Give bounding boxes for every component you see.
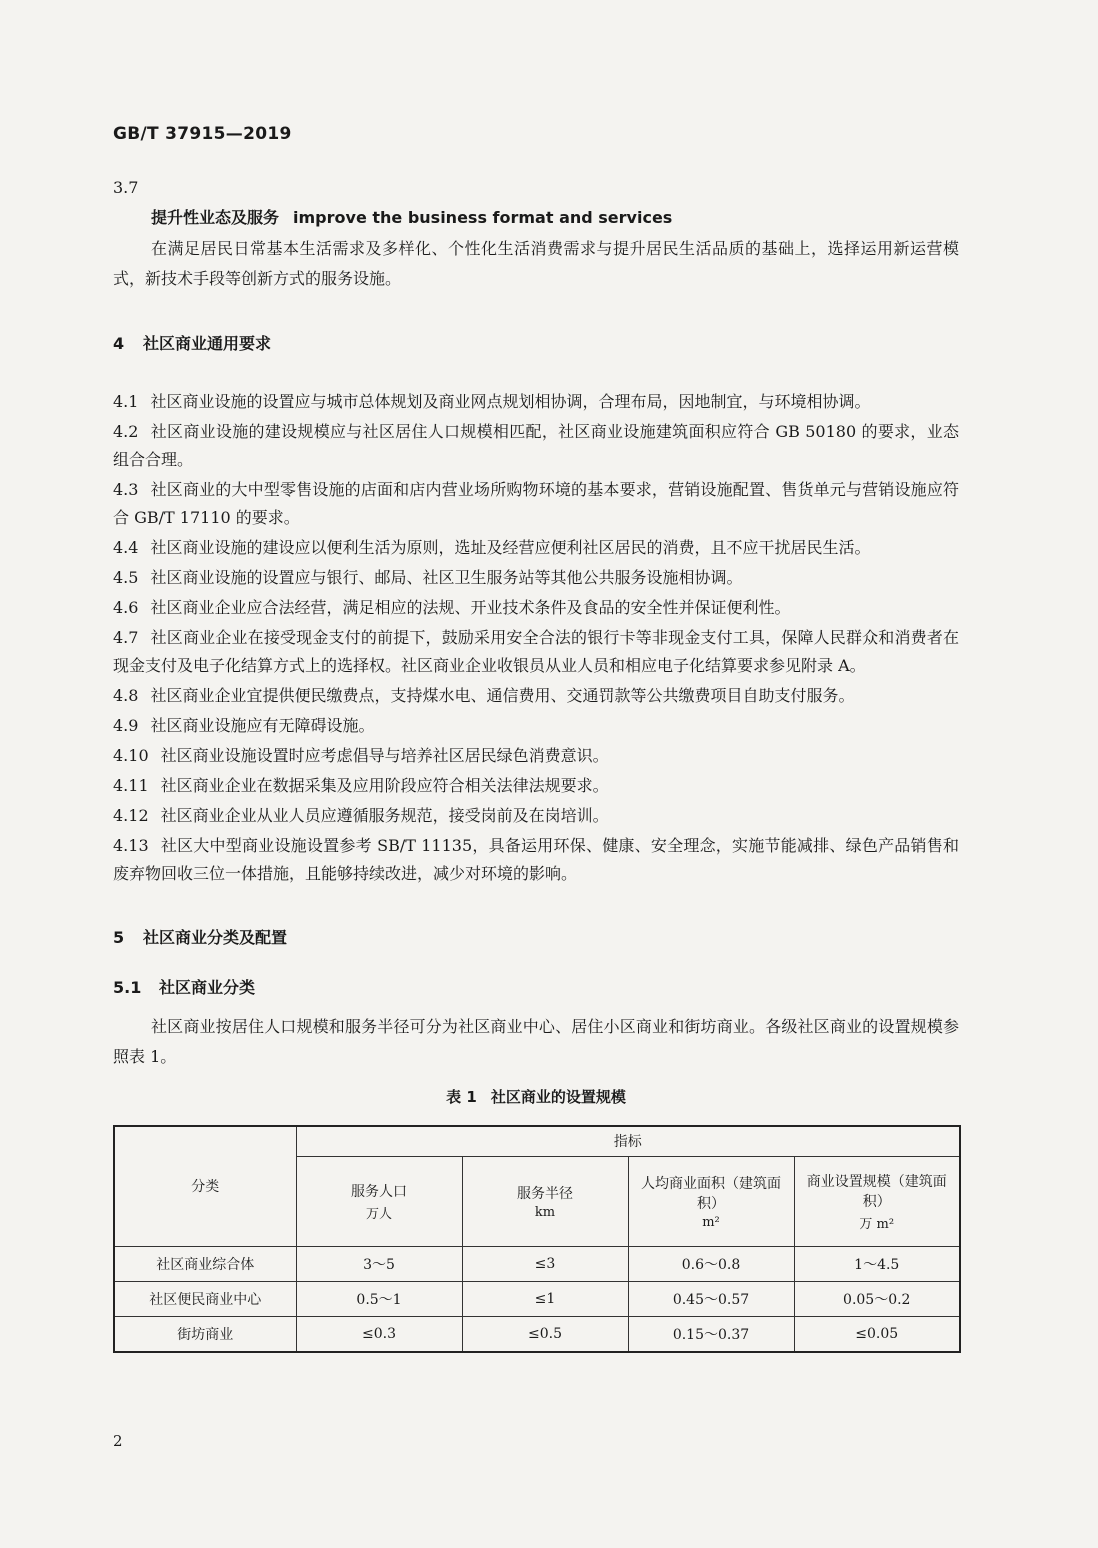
clause-text: 社区大中型商业设施设置参考 SB/T 11135，具备运用环保、健康、安全理念，实施节能减排、绿色产品销售和废弃物回收三位一体措施，且能够持续改进，减少对环境的影响。 (113, 836, 959, 883)
section-4-heading (113, 330, 959, 358)
clause-text: 社区商业企业在接受现金支付的前提下，鼓励采用安全合法的银行卡等非现金支付工具，保障人民群众和消费者在现金支付及电子化结算方式上的选择权。社区商业企业收银员从业人员和相应电子化结算要求参见附录 A。 (113, 628, 959, 675)
row-category: 社区商业综合体 (114, 1246, 296, 1281)
column-header (462, 1156, 628, 1246)
section-5-heading (113, 924, 959, 952)
clause-4-1 (113, 388, 959, 416)
term-title (113, 206, 959, 230)
column-label: 人均商业面积（建筑面积） (641, 1175, 781, 1212)
table-caption-title: 社区商业的设置规模 (490, 1088, 626, 1106)
section-5-1-paragraph: 社区商业按居住人口规模和服务半径可分为社区商业中心、居住小区商业和街坊商业。各级社区商业的设置规模参照表 1。 (113, 1017, 959, 1066)
page-number: 2 (113, 1432, 123, 1450)
section-5-1-number: 5.1 (113, 978, 142, 997)
clause-number: 4.6 (113, 598, 139, 617)
clause-text: 社区商业企业宜提供便民缴费点，支持煤水电、通信费用、交通罚款等公共缴费项目自助支付服务。 (150, 686, 855, 705)
clause-text: 社区商业设施的建设应以便利生活为原则，选址及经营应便利社区居民的消费，且不应干扰居民生活。 (150, 538, 871, 557)
section-5-title: 社区商业分类及配置 (143, 928, 288, 947)
clause-4-3 (113, 476, 959, 532)
clause-number: 4.13 (113, 836, 149, 855)
clause-text: 社区商业企业应合法经营，满足相应的法规、开业技术条件及食品的安全性并保证便利性。 (150, 598, 791, 617)
header-indicators: 指标 (296, 1126, 960, 1156)
section-5-1-title: 社区商业分类 (159, 978, 256, 997)
section-5-number: 5 (113, 928, 125, 947)
clause-number: 4.10 (113, 746, 149, 765)
term-number: 3.7 (113, 178, 139, 197)
section-4-clauses (113, 388, 959, 888)
page-content (113, 176, 959, 1353)
standard-number: GB/T 37915—2019 (113, 124, 292, 144)
table-cell: 0.15～0.37 (628, 1316, 794, 1352)
clause-4-4 (113, 534, 959, 562)
clause-number: 4.7 (113, 628, 139, 647)
column-header (794, 1156, 960, 1246)
clause-number: 4.1 (113, 392, 139, 411)
clause-text: 社区商业设施的建设规模应与社区居住人口规模相匹配，社区商业设施建筑面积应符合 GB 50180 的要求，业态组合合理。 (113, 422, 959, 469)
table-header-row (114, 1126, 960, 1156)
clause-4-2 (113, 418, 959, 474)
clause-4-9 (113, 712, 959, 740)
header-category: 分类 (114, 1126, 296, 1246)
table-cell: 0.5～1 (296, 1281, 462, 1316)
table-caption-number: 表 1 (446, 1088, 477, 1106)
clause-number: 4.3 (113, 480, 139, 499)
clause-text: 社区商业设施应有无障碍设施。 (150, 716, 375, 735)
clause-number: 4.11 (113, 776, 149, 795)
table-cell: 1～4.5 (794, 1246, 960, 1281)
table-cell: ≤0.3 (296, 1316, 462, 1352)
clause-text: 社区商业企业在数据采集及应用阶段应符合相关法律法规要求。 (160, 776, 609, 795)
table-row (114, 1316, 960, 1352)
clause-4-11 (113, 772, 959, 800)
table-row (114, 1281, 960, 1316)
clause-text: 社区商业的大中型零售设施的店面和店内营业场所购物环境的基本要求，营销设施配置、售货单元与营销设施应符合 GB/T 17110 的要求。 (113, 480, 959, 527)
term-title-en: improve the business format and services (293, 208, 673, 227)
settings-scale-table (113, 1125, 961, 1353)
clause-number: 4.9 (113, 716, 139, 735)
term-title-cn: 提升性业态及服务 (151, 208, 280, 227)
table-caption (113, 1086, 959, 1107)
clause-4-5 (113, 564, 959, 592)
section-5-1-heading (113, 974, 959, 1002)
table-cell: 3～5 (296, 1246, 462, 1281)
table-cell: 0.45～0.57 (628, 1281, 794, 1316)
column-label: 服务人口 (351, 1183, 407, 1200)
column-unit: km (534, 1204, 556, 1220)
row-category: 社区便民商业中心 (114, 1281, 296, 1316)
column-unit: 万人 (365, 1206, 392, 1222)
column-label: 商业设置规模（建筑面积） (806, 1173, 947, 1210)
table-cell: 0.05～0.2 (794, 1281, 960, 1316)
table-cell: ≤0.5 (462, 1316, 628, 1352)
clause-text: 社区商业设施的设置应与城市总体规划及商业网点规划相协调，合理布局，因地制宜，与环境相协调。 (150, 392, 871, 411)
column-unit: m² (702, 1214, 720, 1230)
clause-number: 4.2 (113, 422, 139, 441)
table-cell: ≤0.05 (794, 1316, 960, 1352)
clause-number: 4.4 (113, 538, 139, 557)
clause-4-8 (113, 682, 959, 710)
term-definition: 在满足居民日常基本生活需求及多样化、个性化生活消费需求与提升居民生活品质的基础上，选择运用新运营模式，新技术手段等创新方式的服务设施。 (113, 239, 959, 288)
column-header (628, 1156, 794, 1246)
clause-number: 4.5 (113, 568, 139, 587)
clause-4-13 (113, 832, 959, 888)
clause-text: 社区商业企业从业人员应遵循服务规范，接受岗前及在岗培训。 (160, 806, 609, 825)
clause-4-6 (113, 594, 959, 622)
clause-4-12 (113, 802, 959, 830)
table-cell: ≤1 (462, 1281, 628, 1316)
clause-number: 4.8 (113, 686, 139, 705)
column-unit: 万 m² (859, 1216, 895, 1232)
row-category: 街坊商业 (114, 1316, 296, 1352)
table-cell: ≤3 (462, 1246, 628, 1281)
section-4-title: 社区商业通用要求 (143, 334, 272, 353)
column-header (296, 1156, 462, 1246)
clause-text: 社区商业设施的设置应与银行、邮局、社区卫生服务站等其他公共服务设施相协调。 (150, 568, 743, 587)
clause-number: 4.12 (113, 806, 149, 825)
column-label: 服务半径 (517, 1185, 573, 1202)
clause-4-7 (113, 624, 959, 680)
clause-4-10 (113, 742, 959, 770)
section-4-number: 4 (113, 334, 125, 353)
clause-text: 社区商业设施设置时应考虑倡导与培养社区居民绿色消费意识。 (160, 746, 609, 765)
table-cell: 0.6～0.8 (628, 1246, 794, 1281)
table-row (114, 1246, 960, 1281)
